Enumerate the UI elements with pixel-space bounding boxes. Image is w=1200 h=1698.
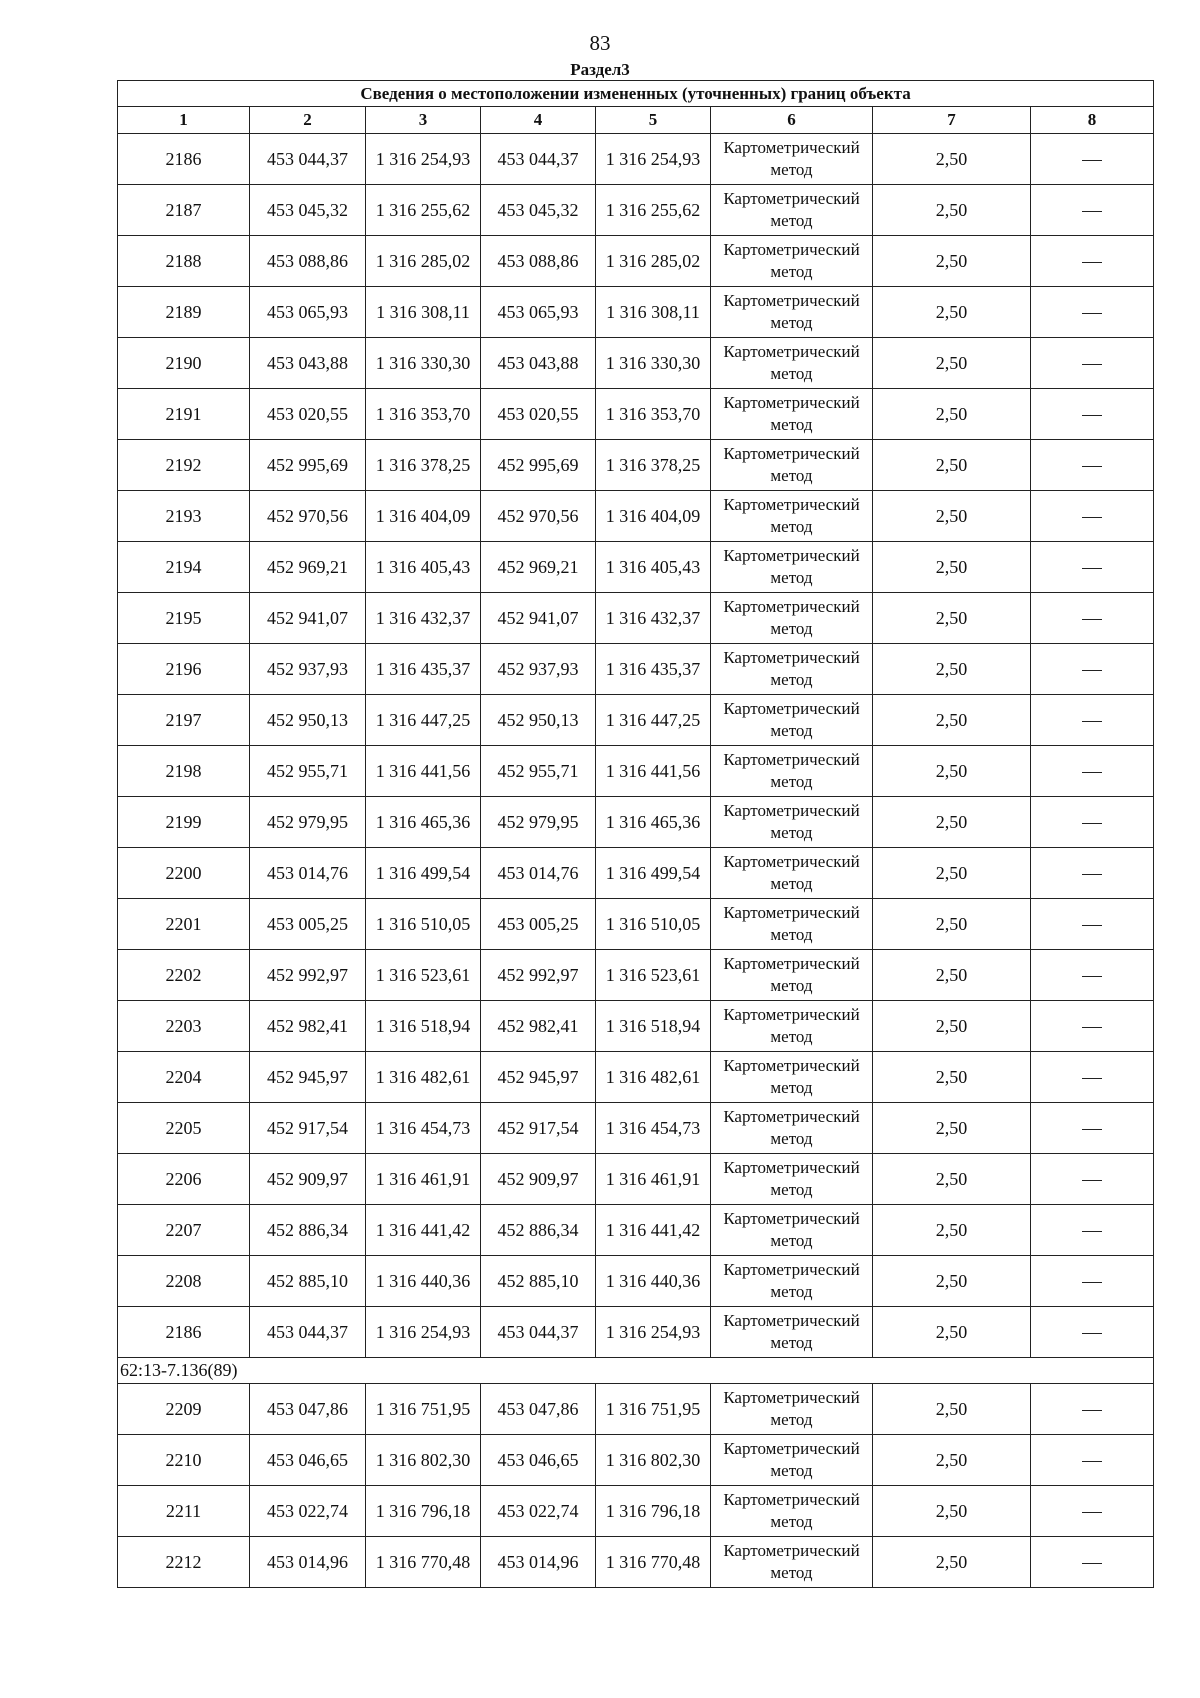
x-new-cell: 452 969,21 bbox=[481, 542, 596, 593]
empty-dash bbox=[1082, 670, 1102, 671]
y-old-cell: 1 316 518,94 bbox=[366, 1001, 481, 1052]
method-cell: Картометрический метод bbox=[711, 1001, 873, 1052]
y-new-cell: 1 316 802,30 bbox=[596, 1435, 711, 1486]
y-old-cell: 1 316 751,95 bbox=[366, 1384, 481, 1435]
table-row bbox=[118, 542, 1154, 593]
precision-cell: 2,50 bbox=[873, 593, 1031, 644]
method-cell: Картометрический метод bbox=[711, 134, 873, 185]
precision-cell: 2,50 bbox=[873, 950, 1031, 1001]
y-old-cell: 1 316 405,43 bbox=[366, 542, 481, 593]
point-number-cell: 2199 bbox=[118, 797, 250, 848]
table-row bbox=[118, 1256, 1154, 1307]
column-header-row bbox=[118, 107, 1154, 134]
method-cell: Картометрический метод bbox=[711, 1256, 873, 1307]
y-old-cell: 1 316 254,93 bbox=[366, 134, 481, 185]
y-old-cell: 1 316 510,05 bbox=[366, 899, 481, 950]
y-new-cell: 1 316 254,93 bbox=[596, 1307, 711, 1358]
y-old-cell: 1 316 308,11 bbox=[366, 287, 481, 338]
y-old-cell: 1 316 353,70 bbox=[366, 389, 481, 440]
point-number-cell: 2187 bbox=[118, 185, 250, 236]
method-cell: Картометрический метод bbox=[711, 899, 873, 950]
point-number-cell: 2189 bbox=[118, 287, 250, 338]
empty-dash bbox=[1082, 1410, 1102, 1411]
y-new-cell: 1 316 510,05 bbox=[596, 899, 711, 950]
description-cell bbox=[1031, 287, 1154, 338]
empty-dash bbox=[1082, 568, 1102, 569]
method-cell: Картометрический метод bbox=[711, 287, 873, 338]
table-body bbox=[118, 81, 1154, 1588]
table-row bbox=[118, 950, 1154, 1001]
description-cell bbox=[1031, 746, 1154, 797]
y-old-cell: 1 316 432,37 bbox=[366, 593, 481, 644]
x-new-cell: 453 046,65 bbox=[481, 1435, 596, 1486]
empty-dash bbox=[1082, 721, 1102, 722]
y-new-cell: 1 316 454,73 bbox=[596, 1103, 711, 1154]
x-old-cell: 453 014,76 bbox=[250, 848, 366, 899]
x-old-cell: 453 022,74 bbox=[250, 1486, 366, 1537]
y-new-cell: 1 316 461,91 bbox=[596, 1154, 711, 1205]
description-cell bbox=[1031, 950, 1154, 1001]
y-old-cell: 1 316 378,25 bbox=[366, 440, 481, 491]
x-old-cell: 453 014,96 bbox=[250, 1537, 366, 1588]
y-new-cell: 1 316 378,25 bbox=[596, 440, 711, 491]
point-number-cell: 2188 bbox=[118, 236, 250, 287]
y-new-cell: 1 316 435,37 bbox=[596, 644, 711, 695]
precision-cell: 2,50 bbox=[873, 1052, 1031, 1103]
description-cell bbox=[1031, 1256, 1154, 1307]
x-old-cell: 452 885,10 bbox=[250, 1256, 366, 1307]
y-new-cell: 1 316 518,94 bbox=[596, 1001, 711, 1052]
precision-cell: 2,50 bbox=[873, 848, 1031, 899]
point-number-cell: 2194 bbox=[118, 542, 250, 593]
point-number-cell: 2211 bbox=[118, 1486, 250, 1537]
x-new-cell: 452 955,71 bbox=[481, 746, 596, 797]
section-title: Раздел3 bbox=[570, 60, 630, 79]
y-old-cell: 1 316 440,36 bbox=[366, 1256, 481, 1307]
point-number-cell: 2195 bbox=[118, 593, 250, 644]
table-row bbox=[118, 134, 1154, 185]
precision-cell: 2,50 bbox=[873, 491, 1031, 542]
x-new-cell: 452 950,13 bbox=[481, 695, 596, 746]
x-old-cell: 452 979,95 bbox=[250, 797, 366, 848]
description-cell bbox=[1031, 1103, 1154, 1154]
description-cell bbox=[1031, 491, 1154, 542]
x-old-cell: 452 970,56 bbox=[250, 491, 366, 542]
empty-dash bbox=[1082, 925, 1102, 926]
y-new-cell: 1 316 404,09 bbox=[596, 491, 711, 542]
y-new-cell: 1 316 523,61 bbox=[596, 950, 711, 1001]
table-row bbox=[118, 440, 1154, 491]
table-row bbox=[118, 1103, 1154, 1154]
x-new-cell: 452 917,54 bbox=[481, 1103, 596, 1154]
description-cell bbox=[1031, 899, 1154, 950]
precision-cell: 2,50 bbox=[873, 1154, 1031, 1205]
y-old-cell: 1 316 461,91 bbox=[366, 1154, 481, 1205]
x-old-cell: 452 992,97 bbox=[250, 950, 366, 1001]
description-cell bbox=[1031, 542, 1154, 593]
method-cell: Картометрический метод bbox=[711, 542, 873, 593]
x-new-cell: 453 047,86 bbox=[481, 1384, 596, 1435]
precision-cell: 2,50 bbox=[873, 1384, 1031, 1435]
table-row bbox=[118, 644, 1154, 695]
x-old-cell: 453 005,25 bbox=[250, 899, 366, 950]
empty-dash bbox=[1082, 211, 1102, 212]
table-row bbox=[118, 848, 1154, 899]
point-number-cell: 2212 bbox=[118, 1537, 250, 1588]
y-old-cell: 1 316 796,18 bbox=[366, 1486, 481, 1537]
method-cell: Картометрический метод bbox=[711, 593, 873, 644]
x-new-cell: 453 022,74 bbox=[481, 1486, 596, 1537]
table-row bbox=[118, 1154, 1154, 1205]
precision-cell: 2,50 bbox=[873, 644, 1031, 695]
description-cell bbox=[1031, 440, 1154, 491]
method-cell: Картометрический метод bbox=[711, 1103, 873, 1154]
method-cell: Картометрический метод bbox=[711, 1435, 873, 1486]
y-new-cell: 1 316 405,43 bbox=[596, 542, 711, 593]
empty-dash bbox=[1082, 1333, 1102, 1334]
x-new-cell: 453 014,76 bbox=[481, 848, 596, 899]
x-new-cell: 452 992,97 bbox=[481, 950, 596, 1001]
table-row bbox=[118, 185, 1154, 236]
point-number-cell: 2196 bbox=[118, 644, 250, 695]
precision-cell: 2,50 bbox=[873, 1486, 1031, 1537]
column-header: 1 bbox=[118, 107, 250, 134]
y-old-cell: 1 316 285,02 bbox=[366, 236, 481, 287]
y-old-cell: 1 316 523,61 bbox=[366, 950, 481, 1001]
column-header: 4 bbox=[481, 107, 596, 134]
x-old-cell: 453 043,88 bbox=[250, 338, 366, 389]
precision-cell: 2,50 bbox=[873, 542, 1031, 593]
x-new-cell: 452 941,07 bbox=[481, 593, 596, 644]
x-new-cell: 452 979,95 bbox=[481, 797, 596, 848]
precision-cell: 2,50 bbox=[873, 287, 1031, 338]
method-cell: Картометрический метод bbox=[711, 389, 873, 440]
x-old-cell: 452 982,41 bbox=[250, 1001, 366, 1052]
y-new-cell: 1 316 285,02 bbox=[596, 236, 711, 287]
table-row bbox=[118, 797, 1154, 848]
y-old-cell: 1 316 802,30 bbox=[366, 1435, 481, 1486]
method-cell: Картометрический метод bbox=[711, 440, 873, 491]
x-new-cell: 452 970,56 bbox=[481, 491, 596, 542]
table-caption: Сведения о местоположении измененных (уточненных) границ объекта bbox=[118, 81, 1154, 107]
method-cell: Картометрический метод bbox=[711, 236, 873, 287]
precision-cell: 2,50 bbox=[873, 338, 1031, 389]
x-new-cell: 452 886,34 bbox=[481, 1205, 596, 1256]
column-header: 3 bbox=[366, 107, 481, 134]
column-header: 7 bbox=[873, 107, 1031, 134]
description-cell bbox=[1031, 1052, 1154, 1103]
y-new-cell: 1 316 499,54 bbox=[596, 848, 711, 899]
point-number-cell: 2198 bbox=[118, 746, 250, 797]
boundary-coordinates-table bbox=[117, 80, 1154, 1588]
description-cell bbox=[1031, 389, 1154, 440]
table-row bbox=[118, 746, 1154, 797]
empty-dash bbox=[1082, 517, 1102, 518]
empty-dash bbox=[1082, 1129, 1102, 1130]
y-old-cell: 1 316 254,93 bbox=[366, 1307, 481, 1358]
y-old-cell: 1 316 435,37 bbox=[366, 644, 481, 695]
table-row bbox=[118, 236, 1154, 287]
empty-dash bbox=[1082, 823, 1102, 824]
precision-cell: 2,50 bbox=[873, 899, 1031, 950]
x-old-cell: 453 046,65 bbox=[250, 1435, 366, 1486]
precision-cell: 2,50 bbox=[873, 1205, 1031, 1256]
precision-cell: 2,50 bbox=[873, 797, 1031, 848]
empty-dash bbox=[1082, 1563, 1102, 1564]
description-cell bbox=[1031, 1537, 1154, 1588]
x-new-cell: 453 065,93 bbox=[481, 287, 596, 338]
y-old-cell: 1 316 482,61 bbox=[366, 1052, 481, 1103]
description-cell bbox=[1031, 1486, 1154, 1537]
empty-dash bbox=[1082, 1027, 1102, 1028]
precision-cell: 2,50 bbox=[873, 134, 1031, 185]
x-new-cell: 453 005,25 bbox=[481, 899, 596, 950]
method-cell: Картометрический метод bbox=[711, 695, 873, 746]
point-number-cell: 2192 bbox=[118, 440, 250, 491]
y-new-cell: 1 316 465,36 bbox=[596, 797, 711, 848]
point-number-cell: 2191 bbox=[118, 389, 250, 440]
x-old-cell: 453 088,86 bbox=[250, 236, 366, 287]
table-row bbox=[118, 1205, 1154, 1256]
x-old-cell: 453 065,93 bbox=[250, 287, 366, 338]
empty-dash bbox=[1082, 772, 1102, 773]
precision-cell: 2,50 bbox=[873, 1256, 1031, 1307]
description-cell bbox=[1031, 338, 1154, 389]
method-cell: Картометрический метод bbox=[711, 185, 873, 236]
method-cell: Картометрический метод bbox=[711, 338, 873, 389]
empty-dash bbox=[1082, 313, 1102, 314]
empty-dash bbox=[1082, 976, 1102, 977]
table-row bbox=[118, 899, 1154, 950]
y-new-cell: 1 316 796,18 bbox=[596, 1486, 711, 1537]
method-cell: Картометрический метод bbox=[711, 1154, 873, 1205]
table-row bbox=[118, 491, 1154, 542]
y-new-cell: 1 316 482,61 bbox=[596, 1052, 711, 1103]
precision-cell: 2,50 bbox=[873, 695, 1031, 746]
table-row bbox=[118, 593, 1154, 644]
group-label-row bbox=[118, 1358, 1154, 1384]
description-cell bbox=[1031, 1307, 1154, 1358]
x-new-cell: 453 044,37 bbox=[481, 134, 596, 185]
method-cell: Картометрический метод bbox=[711, 1205, 873, 1256]
x-new-cell: 452 982,41 bbox=[481, 1001, 596, 1052]
y-old-cell: 1 316 441,42 bbox=[366, 1205, 481, 1256]
description-cell bbox=[1031, 1384, 1154, 1435]
precision-cell: 2,50 bbox=[873, 1435, 1031, 1486]
empty-dash bbox=[1082, 1282, 1102, 1283]
y-old-cell: 1 316 441,56 bbox=[366, 746, 481, 797]
point-number-cell: 2201 bbox=[118, 899, 250, 950]
method-cell: Картометрический метод bbox=[711, 848, 873, 899]
point-number-cell: 2204 bbox=[118, 1052, 250, 1103]
x-new-cell: 453 088,86 bbox=[481, 236, 596, 287]
y-new-cell: 1 316 441,42 bbox=[596, 1205, 711, 1256]
description-cell bbox=[1031, 134, 1154, 185]
column-header: 6 bbox=[711, 107, 873, 134]
description-cell bbox=[1031, 1435, 1154, 1486]
empty-dash bbox=[1082, 262, 1102, 263]
description-cell bbox=[1031, 236, 1154, 287]
description-cell bbox=[1031, 593, 1154, 644]
table-row bbox=[118, 1307, 1154, 1358]
y-old-cell: 1 316 447,25 bbox=[366, 695, 481, 746]
point-number-cell: 2205 bbox=[118, 1103, 250, 1154]
precision-cell: 2,50 bbox=[873, 236, 1031, 287]
y-new-cell: 1 316 751,95 bbox=[596, 1384, 711, 1435]
x-new-cell: 452 885,10 bbox=[481, 1256, 596, 1307]
empty-dash bbox=[1082, 415, 1102, 416]
y-old-cell: 1 316 465,36 bbox=[366, 797, 481, 848]
precision-cell: 2,50 bbox=[873, 1103, 1031, 1154]
precision-cell: 2,50 bbox=[873, 1307, 1031, 1358]
y-new-cell: 1 316 770,48 bbox=[596, 1537, 711, 1588]
description-cell bbox=[1031, 1205, 1154, 1256]
point-number-cell: 2208 bbox=[118, 1256, 250, 1307]
x-old-cell: 453 047,86 bbox=[250, 1384, 366, 1435]
point-number-cell: 2207 bbox=[118, 1205, 250, 1256]
point-number-cell: 2202 bbox=[118, 950, 250, 1001]
x-new-cell: 452 945,97 bbox=[481, 1052, 596, 1103]
x-old-cell: 452 917,54 bbox=[250, 1103, 366, 1154]
y-old-cell: 1 316 330,30 bbox=[366, 338, 481, 389]
x-new-cell: 452 937,93 bbox=[481, 644, 596, 695]
empty-dash bbox=[1082, 1180, 1102, 1181]
empty-dash bbox=[1082, 1231, 1102, 1232]
method-cell: Картометрический метод bbox=[711, 1307, 873, 1358]
method-cell: Картометрический метод bbox=[711, 1052, 873, 1103]
description-cell bbox=[1031, 1001, 1154, 1052]
x-old-cell: 452 995,69 bbox=[250, 440, 366, 491]
description-cell bbox=[1031, 797, 1154, 848]
empty-dash bbox=[1082, 619, 1102, 620]
y-new-cell: 1 316 440,36 bbox=[596, 1256, 711, 1307]
table-row bbox=[118, 695, 1154, 746]
description-cell bbox=[1031, 185, 1154, 236]
empty-dash bbox=[1082, 364, 1102, 365]
y-new-cell: 1 316 308,11 bbox=[596, 287, 711, 338]
x-new-cell: 452 909,97 bbox=[481, 1154, 596, 1205]
y-new-cell: 1 316 255,62 bbox=[596, 185, 711, 236]
point-number-cell: 2186 bbox=[118, 1307, 250, 1358]
point-number-cell: 2190 bbox=[118, 338, 250, 389]
method-cell: Картометрический метод bbox=[711, 644, 873, 695]
x-old-cell: 453 020,55 bbox=[250, 389, 366, 440]
table-row bbox=[118, 1052, 1154, 1103]
empty-dash bbox=[1082, 1512, 1102, 1513]
x-old-cell: 452 969,21 bbox=[250, 542, 366, 593]
x-old-cell: 452 950,13 bbox=[250, 695, 366, 746]
table-row bbox=[118, 1537, 1154, 1588]
precision-cell: 2,50 bbox=[873, 1537, 1031, 1588]
x-old-cell: 453 045,32 bbox=[250, 185, 366, 236]
y-old-cell: 1 316 770,48 bbox=[366, 1537, 481, 1588]
column-header: 8 bbox=[1031, 107, 1154, 134]
description-cell bbox=[1031, 1154, 1154, 1205]
y-new-cell: 1 316 353,70 bbox=[596, 389, 711, 440]
point-number-cell: 2197 bbox=[118, 695, 250, 746]
x-old-cell: 452 941,07 bbox=[250, 593, 366, 644]
y-old-cell: 1 316 454,73 bbox=[366, 1103, 481, 1154]
method-cell: Картометрический метод bbox=[711, 950, 873, 1001]
description-cell bbox=[1031, 695, 1154, 746]
point-number-cell: 2200 bbox=[118, 848, 250, 899]
precision-cell: 2,50 bbox=[873, 440, 1031, 491]
method-cell: Картометрический метод bbox=[711, 797, 873, 848]
empty-dash bbox=[1082, 1461, 1102, 1462]
column-header: 5 bbox=[596, 107, 711, 134]
x-new-cell: 453 020,55 bbox=[481, 389, 596, 440]
x-new-cell: 453 045,32 bbox=[481, 185, 596, 236]
y-new-cell: 1 316 330,30 bbox=[596, 338, 711, 389]
y-new-cell: 1 316 441,56 bbox=[596, 746, 711, 797]
page-number: 83 bbox=[589, 31, 611, 55]
point-number-cell: 2210 bbox=[118, 1435, 250, 1486]
x-old-cell: 452 955,71 bbox=[250, 746, 366, 797]
x-new-cell: 453 043,88 bbox=[481, 338, 596, 389]
empty-dash bbox=[1082, 160, 1102, 161]
y-old-cell: 1 316 255,62 bbox=[366, 185, 481, 236]
y-new-cell: 1 316 447,25 bbox=[596, 695, 711, 746]
point-number-cell: 2186 bbox=[118, 134, 250, 185]
y-old-cell: 1 316 404,09 bbox=[366, 491, 481, 542]
precision-cell: 2,50 bbox=[873, 185, 1031, 236]
x-old-cell: 452 909,97 bbox=[250, 1154, 366, 1205]
method-cell: Картометрический метод bbox=[711, 746, 873, 797]
y-new-cell: 1 316 254,93 bbox=[596, 134, 711, 185]
precision-cell: 2,50 bbox=[873, 1001, 1031, 1052]
table-row bbox=[118, 1435, 1154, 1486]
method-cell: Картометрический метод bbox=[711, 491, 873, 542]
y-new-cell: 1 316 432,37 bbox=[596, 593, 711, 644]
x-old-cell: 452 886,34 bbox=[250, 1205, 366, 1256]
point-number-cell: 2206 bbox=[118, 1154, 250, 1205]
x-old-cell: 452 945,97 bbox=[250, 1052, 366, 1103]
table-row bbox=[118, 1486, 1154, 1537]
precision-cell: 2,50 bbox=[873, 389, 1031, 440]
y-old-cell: 1 316 499,54 bbox=[366, 848, 481, 899]
empty-dash bbox=[1082, 874, 1102, 875]
empty-dash bbox=[1082, 466, 1102, 467]
method-cell: Картометрический метод bbox=[711, 1537, 873, 1588]
method-cell: Картометрический метод bbox=[711, 1384, 873, 1435]
table-row bbox=[118, 1384, 1154, 1435]
group-label: 62:13-7.136(89) bbox=[118, 1358, 1154, 1384]
empty-dash bbox=[1082, 1078, 1102, 1079]
method-cell: Картометрический метод bbox=[711, 1486, 873, 1537]
x-old-cell: 452 937,93 bbox=[250, 644, 366, 695]
x-new-cell: 453 014,96 bbox=[481, 1537, 596, 1588]
table-row bbox=[118, 338, 1154, 389]
description-cell bbox=[1031, 644, 1154, 695]
x-new-cell: 453 044,37 bbox=[481, 1307, 596, 1358]
table-row bbox=[118, 389, 1154, 440]
point-number-cell: 2203 bbox=[118, 1001, 250, 1052]
precision-cell: 2,50 bbox=[873, 746, 1031, 797]
x-old-cell: 453 044,37 bbox=[250, 134, 366, 185]
column-header: 2 bbox=[250, 107, 366, 134]
point-number-cell: 2209 bbox=[118, 1384, 250, 1435]
x-old-cell: 453 044,37 bbox=[250, 1307, 366, 1358]
table-row bbox=[118, 1001, 1154, 1052]
table-caption-row bbox=[118, 81, 1154, 107]
x-new-cell: 452 995,69 bbox=[481, 440, 596, 491]
point-number-cell: 2193 bbox=[118, 491, 250, 542]
description-cell bbox=[1031, 848, 1154, 899]
table-row bbox=[118, 287, 1154, 338]
